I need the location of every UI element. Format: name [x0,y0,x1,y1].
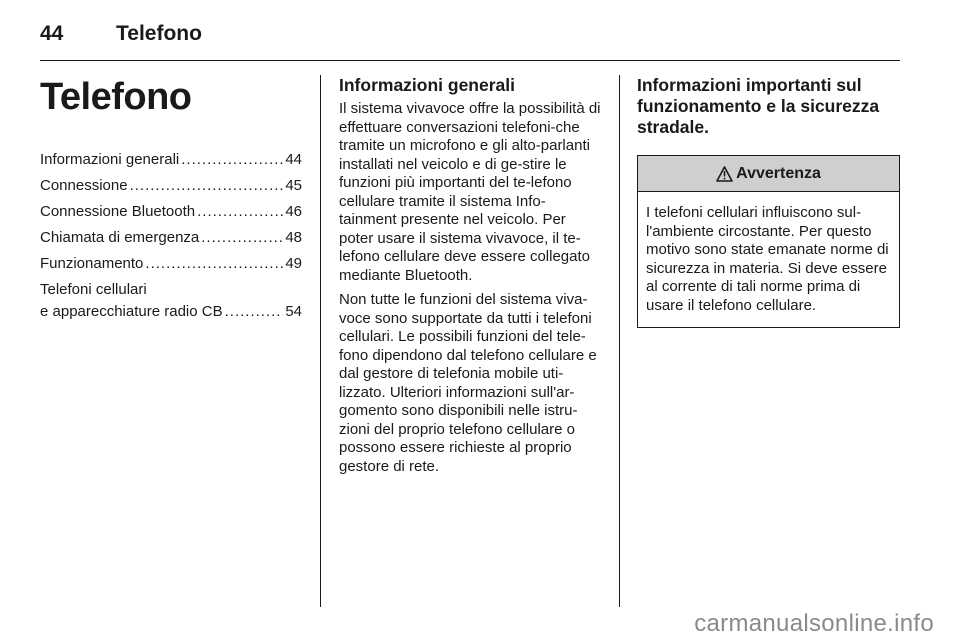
toc-item[interactable] [40,201,302,223]
toc-leader [225,301,284,323]
toc-leader [181,149,283,171]
toc-leader [201,227,283,249]
toc-item-label: Chiamata di emergenza [40,229,200,246]
body-paragraph: Non tutte le funzioni del sistema viva-voce sono supportate da tutti i telefoni cellulari. Le possibili funzioni del tele-fono dipendono dal telefono cellulare e dal gestore di telefonia mobile uti-lizzato. Ulteriori informazioni sull'ar-gomento sono disponibili nelle istru-zioni del proprio telefono cellulare o possono essere richieste al proprio gestore di rete. [339,291,597,475]
toc-item-page: 48 [285,229,302,246]
warning-label: Avvertenza [736,164,821,182]
toc-item-page: 54 [285,303,302,320]
section-heading: Informazioni generali [339,75,515,95]
toc-item-page: 46 [285,203,302,220]
toc-item[interactable] [40,253,302,275]
header-rule [40,60,900,61]
toc-item-page: 49 [285,255,302,272]
chapter-title: Telefono [40,76,192,118]
toc-item[interactable] [40,149,302,171]
toc-item-label: Informazioni generali [40,151,180,168]
toc-column [40,75,302,327]
toc-item-label: Telefoni cellulari [40,281,147,298]
toc-leader [197,201,283,223]
toc-item-label: Funzionamento [40,255,144,272]
warning-triangle-icon [716,166,733,182]
warning-box [637,155,900,328]
toc-item-page: 45 [285,177,302,194]
body-paragraph: Il sistema vivavoce offre la possibilità di effettuare conversazioni telefoni-che tramite un microfono e gli alto-parlanti installati nel veicolo e di ge-stire le funzioni più importanti del te-lefono cellulare tramite il sistema Info-tainment presente nel veicolo. Per poter usare il sistema vivavoce, il te-lefono cellulare deve essere collegato mediante Bluetooth. [339,100,601,284]
general-info-column [339,75,601,482]
toc-item-label: Connessione [40,177,128,194]
toc-item-label: e apparecchiature radio CB [40,303,223,320]
toc-leader [145,253,283,275]
watermark: carmanualsonline.info [694,610,934,637]
toc-item-page: 44 [285,151,302,168]
toc-item-label: Connessione Bluetooth [40,203,196,220]
running-chapter-title: Telefono [116,22,202,45]
warning-text: I telefoni cellulari influiscono sul-l'ambiente circostante. Per questo motivo sono state emanate norme di sicurezza in materia. Si deve essere al corrente di tali norme prima di usare il telefono cellulare. [646,204,889,314]
section-heading: Informazioni importanti sul funzionamento e la sicurezza stradale. [637,75,880,137]
column-divider [320,75,321,607]
column-divider [619,75,620,607]
warning-header [638,156,899,192]
toc-item[interactable] [40,279,302,323]
toc-item[interactable] [40,175,302,197]
toc-leader [130,175,284,197]
toc-item[interactable] [40,227,302,249]
safety-column [637,75,900,328]
page-number: 44 [40,22,64,45]
table-of-contents [40,149,302,323]
toc-item-line [40,301,302,323]
